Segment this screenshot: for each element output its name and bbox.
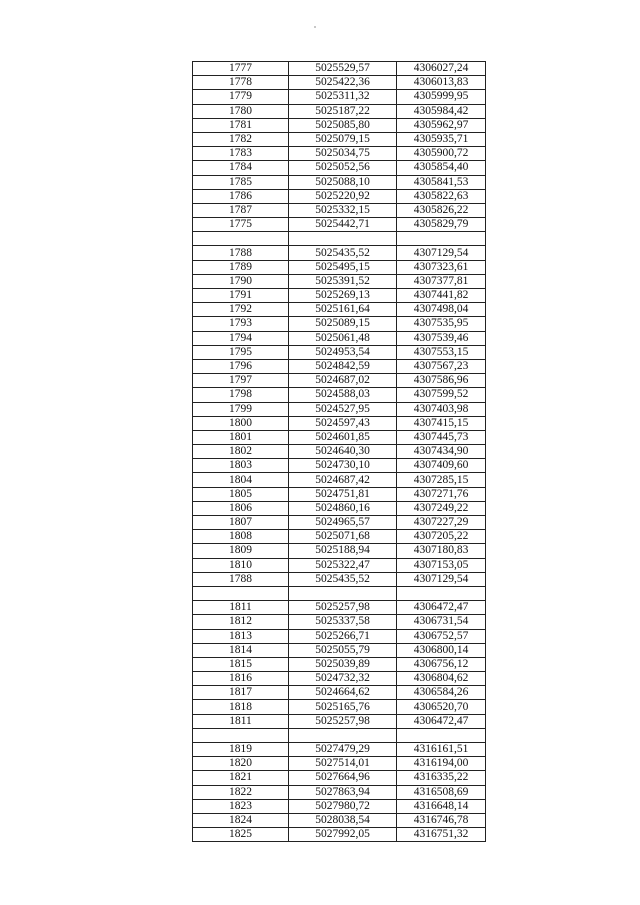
table-row <box>193 175 486 189</box>
x-coordinate-cell: 5024687,42 <box>289 473 397 487</box>
y-coordinate-cell: 4305826,22 <box>397 203 486 217</box>
x-coordinate-cell: 5025322,47 <box>289 558 397 572</box>
x-coordinate-cell: 5024687,02 <box>289 374 397 388</box>
x-coordinate-cell: 5024664,62 <box>289 686 397 700</box>
table-row <box>193 132 486 146</box>
y-coordinate-cell: 4316335,22 <box>397 771 486 785</box>
y-coordinate-cell: 4307377,81 <box>397 274 486 288</box>
y-coordinate-cell: 4316194,00 <box>397 757 486 771</box>
point-number-cell: 1820 <box>193 757 289 771</box>
point-number-cell: 1787 <box>193 203 289 217</box>
y-coordinate-cell: 4307249,22 <box>397 501 486 515</box>
table-row <box>193 416 486 430</box>
x-coordinate-cell: 5025165,76 <box>289 700 397 714</box>
y-coordinate-cell: 4305900,72 <box>397 147 486 161</box>
x-coordinate-cell: 5025039,89 <box>289 657 397 671</box>
y-coordinate-cell: 4307409,60 <box>397 459 486 473</box>
y-coordinate-cell: 4307539,46 <box>397 331 486 345</box>
table-row <box>193 501 486 515</box>
table-row <box>193 657 486 671</box>
x-coordinate-cell: 5025052,56 <box>289 161 397 175</box>
y-coordinate-cell: 4305829,79 <box>397 218 486 232</box>
x-coordinate-cell: 5024640,30 <box>289 445 397 459</box>
y-coordinate-cell: 4307445,73 <box>397 430 486 444</box>
point-number-cell <box>193 728 289 742</box>
table-row <box>193 331 486 345</box>
page-mark <box>314 26 316 28</box>
table-row <box>193 260 486 274</box>
table-row <box>193 76 486 90</box>
table-row <box>193 530 486 544</box>
table-row <box>193 757 486 771</box>
x-coordinate-cell: 5024527,95 <box>289 402 397 416</box>
table-row <box>193 516 486 530</box>
table-row <box>193 402 486 416</box>
table-row <box>193 487 486 501</box>
y-coordinate-cell: 4316648,14 <box>397 799 486 813</box>
y-coordinate-cell: 4307129,54 <box>397 572 486 586</box>
y-coordinate-cell: 4306520,70 <box>397 700 486 714</box>
y-coordinate-cell: 4306800,14 <box>397 643 486 657</box>
y-coordinate-cell: 4307553,15 <box>397 345 486 359</box>
y-coordinate-cell: 4306752,57 <box>397 629 486 643</box>
y-coordinate-cell: 4307498,04 <box>397 303 486 317</box>
point-number-cell: 1777 <box>193 62 289 76</box>
point-number-cell: 1810 <box>193 558 289 572</box>
point-number-cell: 1791 <box>193 289 289 303</box>
x-coordinate-cell: 5025085,80 <box>289 118 397 132</box>
x-coordinate-cell <box>289 728 397 742</box>
point-number-cell: 1781 <box>193 118 289 132</box>
table-row <box>193 345 486 359</box>
x-coordinate-cell: 5025055,79 <box>289 643 397 657</box>
y-coordinate-cell: 4306013,83 <box>397 76 486 90</box>
table-row <box>193 771 486 785</box>
point-number-cell: 1808 <box>193 530 289 544</box>
y-coordinate-cell: 4306472,47 <box>397 714 486 728</box>
point-number-cell: 1784 <box>193 161 289 175</box>
x-coordinate-cell: 5025529,57 <box>289 62 397 76</box>
point-number-cell: 1818 <box>193 700 289 714</box>
x-coordinate-cell: 5027863,94 <box>289 785 397 799</box>
table-row <box>193 799 486 813</box>
y-coordinate-cell <box>397 728 486 742</box>
point-number-cell: 1775 <box>193 218 289 232</box>
x-coordinate-cell: 5024730,10 <box>289 459 397 473</box>
table-row <box>193 473 486 487</box>
x-coordinate-cell: 5025435,52 <box>289 572 397 586</box>
table-row <box>193 359 486 373</box>
x-coordinate-cell: 5025034,75 <box>289 147 397 161</box>
table-row <box>193 430 486 444</box>
y-coordinate-cell: 4306731,54 <box>397 615 486 629</box>
table-row <box>193 686 486 700</box>
point-number-cell: 1797 <box>193 374 289 388</box>
point-number-cell: 1817 <box>193 686 289 700</box>
table-row <box>193 558 486 572</box>
x-coordinate-cell: 5025435,52 <box>289 246 397 260</box>
point-number-cell: 1811 <box>193 714 289 728</box>
table-row <box>193 714 486 728</box>
table-row <box>193 374 486 388</box>
x-coordinate-cell: 5024842,59 <box>289 359 397 373</box>
y-coordinate-cell: 4306756,12 <box>397 657 486 671</box>
y-coordinate-cell: 4305962,97 <box>397 118 486 132</box>
x-coordinate-cell: 5025071,68 <box>289 530 397 544</box>
y-coordinate-cell: 4306027,24 <box>397 62 486 76</box>
point-number-cell: 1801 <box>193 430 289 444</box>
table-row <box>193 700 486 714</box>
y-coordinate-cell: 4305841,53 <box>397 175 486 189</box>
y-coordinate-cell: 4307285,15 <box>397 473 486 487</box>
point-number-cell: 1779 <box>193 90 289 104</box>
x-coordinate-cell: 5025311,32 <box>289 90 397 104</box>
y-coordinate-cell: 4307535,95 <box>397 317 486 331</box>
x-coordinate-cell: 5025266,71 <box>289 629 397 643</box>
point-number-cell: 1798 <box>193 388 289 402</box>
point-number-cell: 1806 <box>193 501 289 515</box>
table-row <box>193 828 486 842</box>
y-coordinate-cell: 4305984,42 <box>397 104 486 118</box>
table-row <box>193 218 486 232</box>
table-row <box>193 161 486 175</box>
y-coordinate-cell: 4307180,83 <box>397 544 486 558</box>
table-row <box>193 785 486 799</box>
y-coordinate-cell: 4305935,71 <box>397 132 486 146</box>
point-number-cell: 1819 <box>193 743 289 757</box>
table-row <box>193 203 486 217</box>
table-row <box>193 303 486 317</box>
point-number-cell: 1822 <box>193 785 289 799</box>
x-coordinate-cell: 5025332,15 <box>289 203 397 217</box>
x-coordinate-cell: 5025442,71 <box>289 218 397 232</box>
x-coordinate-cell: 5027514,01 <box>289 757 397 771</box>
separator-row <box>193 232 486 246</box>
point-number-cell: 1805 <box>193 487 289 501</box>
point-number-cell: 1815 <box>193 657 289 671</box>
point-number-cell: 1778 <box>193 76 289 90</box>
x-coordinate-cell: 5025269,13 <box>289 289 397 303</box>
table-row <box>193 104 486 118</box>
table-row <box>193 544 486 558</box>
point-number-cell <box>193 232 289 246</box>
x-coordinate-cell: 5024732,32 <box>289 672 397 686</box>
point-number-cell: 1802 <box>193 445 289 459</box>
x-coordinate-cell: 5025079,15 <box>289 132 397 146</box>
x-coordinate-cell: 5025188,94 <box>289 544 397 558</box>
table-row <box>193 601 486 615</box>
table-row <box>193 274 486 288</box>
x-coordinate-cell: 5025495,15 <box>289 260 397 274</box>
table-row <box>193 189 486 203</box>
x-coordinate-cell: 5025088,10 <box>289 175 397 189</box>
x-coordinate-cell: 5025061,48 <box>289 331 397 345</box>
point-number-cell: 1793 <box>193 317 289 331</box>
y-coordinate-cell: 4316161,51 <box>397 743 486 757</box>
table-row <box>193 246 486 260</box>
table-row <box>193 629 486 643</box>
y-coordinate-cell: 4307599,52 <box>397 388 486 402</box>
separator-row <box>193 728 486 742</box>
x-coordinate-cell: 5025161,64 <box>289 303 397 317</box>
x-coordinate-cell: 5024751,81 <box>289 487 397 501</box>
x-coordinate-cell: 5025391,52 <box>289 274 397 288</box>
x-coordinate-cell: 5027664,96 <box>289 771 397 785</box>
x-coordinate-cell: 5025257,98 <box>289 714 397 728</box>
table-row <box>193 615 486 629</box>
x-coordinate-cell: 5024588,03 <box>289 388 397 402</box>
point-number-cell: 1790 <box>193 274 289 288</box>
x-coordinate-cell: 5024953,54 <box>289 345 397 359</box>
y-coordinate-cell <box>397 586 486 600</box>
y-coordinate-cell: 4307586,96 <box>397 374 486 388</box>
separator-row <box>193 586 486 600</box>
y-coordinate-cell: 4316751,32 <box>397 828 486 842</box>
point-number-cell: 1789 <box>193 260 289 274</box>
point-number-cell: 1804 <box>193 473 289 487</box>
x-coordinate-cell <box>289 586 397 600</box>
x-coordinate-cell: 5025089,15 <box>289 317 397 331</box>
y-coordinate-cell <box>397 232 486 246</box>
point-number-cell: 1783 <box>193 147 289 161</box>
x-coordinate-cell: 5027479,29 <box>289 743 397 757</box>
point-number-cell: 1792 <box>193 303 289 317</box>
x-coordinate-cell: 5025187,22 <box>289 104 397 118</box>
x-coordinate-cell: 5025422,36 <box>289 76 397 90</box>
table-row <box>193 813 486 827</box>
x-coordinate-cell <box>289 232 397 246</box>
y-coordinate-cell: 4307205,22 <box>397 530 486 544</box>
point-number-cell: 1795 <box>193 345 289 359</box>
x-coordinate-cell: 5027992,05 <box>289 828 397 842</box>
table-row <box>193 147 486 161</box>
point-number-cell: 1796 <box>193 359 289 373</box>
x-coordinate-cell: 5025257,98 <box>289 601 397 615</box>
table-row <box>193 643 486 657</box>
y-coordinate-cell: 4306472,47 <box>397 601 486 615</box>
point-number-cell: 1803 <box>193 459 289 473</box>
point-number-cell: 1821 <box>193 771 289 785</box>
table-row <box>193 672 486 686</box>
x-coordinate-cell: 5025337,58 <box>289 615 397 629</box>
x-coordinate-cell: 5024965,57 <box>289 516 397 530</box>
y-coordinate-cell: 4307153,05 <box>397 558 486 572</box>
y-coordinate-cell: 4307323,61 <box>397 260 486 274</box>
table-row <box>193 445 486 459</box>
y-coordinate-cell: 4307415,15 <box>397 416 486 430</box>
point-number-cell: 1823 <box>193 799 289 813</box>
y-coordinate-cell: 4306584,26 <box>397 686 486 700</box>
coordinate-table-body <box>193 62 486 842</box>
point-number-cell: 1813 <box>193 629 289 643</box>
point-number-cell: 1816 <box>193 672 289 686</box>
point-number-cell: 1824 <box>193 813 289 827</box>
x-coordinate-cell: 5025220,92 <box>289 189 397 203</box>
y-coordinate-cell: 4305854,40 <box>397 161 486 175</box>
x-coordinate-cell: 5028038,54 <box>289 813 397 827</box>
point-number-cell: 1799 <box>193 402 289 416</box>
point-number-cell: 1807 <box>193 516 289 530</box>
point-number-cell: 1809 <box>193 544 289 558</box>
point-number-cell: 1788 <box>193 246 289 260</box>
y-coordinate-cell: 4307129,54 <box>397 246 486 260</box>
y-coordinate-cell: 4307271,76 <box>397 487 486 501</box>
point-number-cell: 1788 <box>193 572 289 586</box>
y-coordinate-cell: 4307227,29 <box>397 516 486 530</box>
x-coordinate-cell: 5024597,43 <box>289 416 397 430</box>
x-coordinate-cell: 5027980,72 <box>289 799 397 813</box>
point-number-cell: 1800 <box>193 416 289 430</box>
y-coordinate-cell: 4307441,82 <box>397 289 486 303</box>
y-coordinate-cell: 4307403,98 <box>397 402 486 416</box>
table-row <box>193 118 486 132</box>
point-number-cell: 1786 <box>193 189 289 203</box>
point-number-cell: 1825 <box>193 828 289 842</box>
point-number-cell: 1812 <box>193 615 289 629</box>
point-number-cell: 1780 <box>193 104 289 118</box>
x-coordinate-cell: 5024601,85 <box>289 430 397 444</box>
coordinate-table <box>192 61 486 842</box>
table-row <box>193 90 486 104</box>
table-row <box>193 317 486 331</box>
table-row <box>193 388 486 402</box>
y-coordinate-cell: 4305999,95 <box>397 90 486 104</box>
y-coordinate-cell: 4307567,23 <box>397 359 486 373</box>
table-row <box>193 459 486 473</box>
y-coordinate-cell: 4307434,90 <box>397 445 486 459</box>
y-coordinate-cell: 4306804,62 <box>397 672 486 686</box>
y-coordinate-cell: 4316508,69 <box>397 785 486 799</box>
point-number-cell <box>193 586 289 600</box>
y-coordinate-cell: 4305822,63 <box>397 189 486 203</box>
point-number-cell: 1794 <box>193 331 289 345</box>
table-row <box>193 572 486 586</box>
x-coordinate-cell: 5024860,16 <box>289 501 397 515</box>
point-number-cell: 1782 <box>193 132 289 146</box>
table-row <box>193 62 486 76</box>
table-row <box>193 289 486 303</box>
point-number-cell: 1814 <box>193 643 289 657</box>
point-number-cell: 1785 <box>193 175 289 189</box>
point-number-cell: 1811 <box>193 601 289 615</box>
table-row <box>193 743 486 757</box>
y-coordinate-cell: 4316746,78 <box>397 813 486 827</box>
